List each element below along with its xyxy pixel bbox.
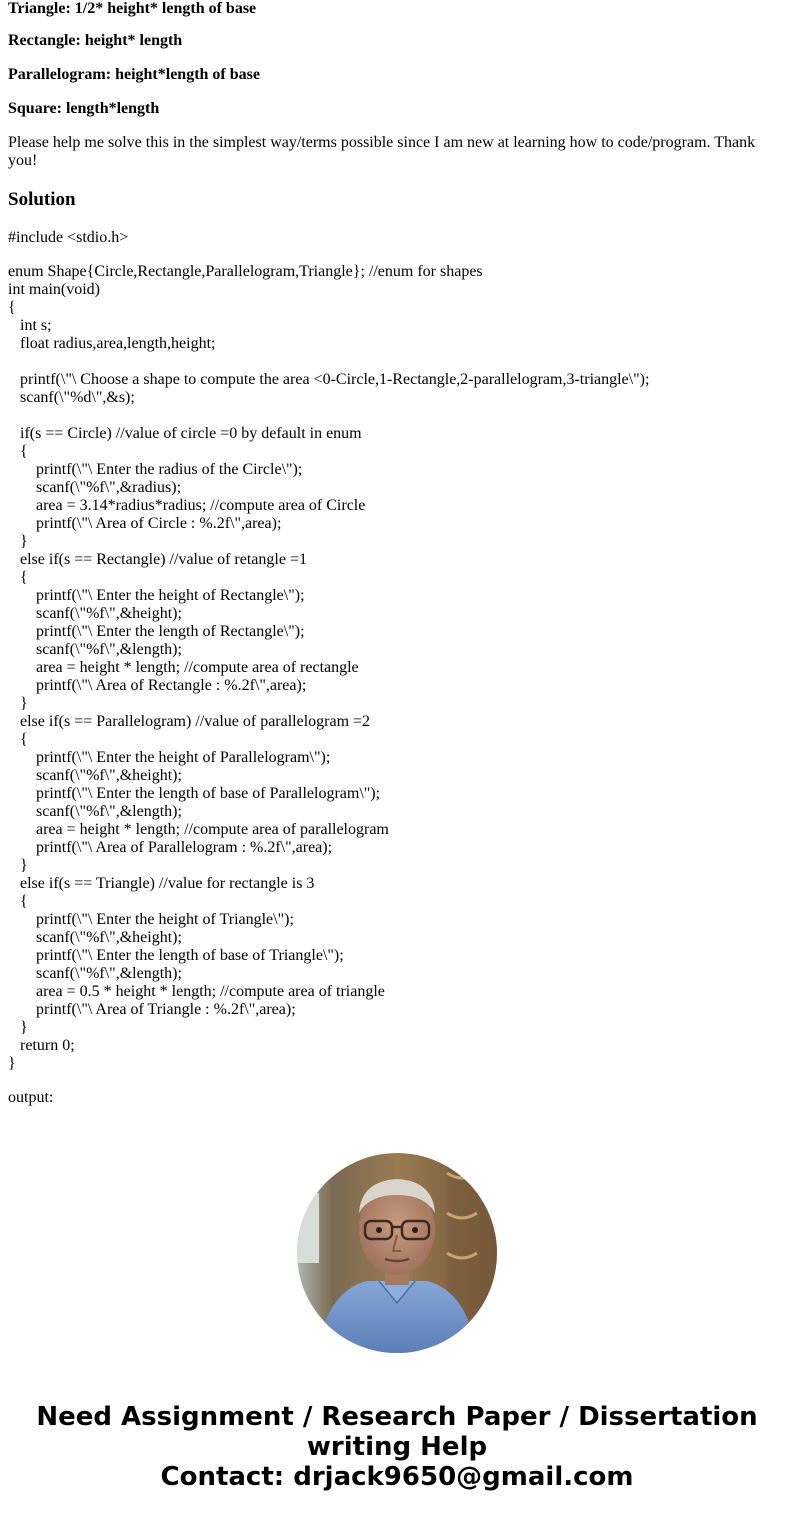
code-line: scanf(\"%f\",&length); [8, 803, 182, 820]
formula-triangle: Triangle: 1/2* height* length of base [8, 0, 257, 17]
code-line: printf(\"\ Area of Rectangle : %.2f\",area); [8, 677, 307, 694]
code-line: float radius,area,length,height; [8, 335, 216, 352]
code-line: printf(\"\ Enter the length of base of Parallelogram\"); [8, 785, 381, 802]
code-line: printf(\"\ Enter the length of Rectangle\"); [8, 623, 305, 640]
question-note: Please help me solve this in the simplest way/terms possible since I am new at learning how to code/program. Thank you! [8, 134, 756, 169]
code-line: scanf(\"%f\",&length); [8, 641, 182, 658]
code-line: printf(\"\ Enter the height of Parallelogram\"); [8, 749, 331, 766]
code-line: } [8, 857, 28, 874]
solution-heading: Solution [8, 189, 76, 210]
code-line: return 0; [8, 1037, 75, 1054]
code-line: area = 3.14*radius*radius; //compute area of Circle [8, 497, 366, 514]
code-line: int s; [8, 317, 52, 334]
code-line: scanf(\"%f\",&radius); [8, 479, 182, 496]
code-line: printf(\"\ Choose a shape to compute the area <0-Circle,1-Rectangle,2-parallelogram,3-triangle\"); [8, 371, 650, 388]
code-line: { [8, 569, 28, 586]
code-line: printf(\"\ Area of Circle : %.2f\",area); [8, 515, 282, 532]
code-line: printf(\"\ Enter the height of Rectangle\"); [8, 587, 305, 604]
code-line: } [8, 1019, 28, 1036]
code-line: } [8, 533, 28, 550]
author-portrait-image [297, 1153, 497, 1353]
code-line: { [8, 443, 28, 460]
code-line: else if(s == Triangle) //value for rectangle is 3 [8, 875, 315, 892]
code-line: scanf(\"%f\",&height); [8, 929, 182, 946]
code-line: enum Shape{Circle,Rectangle,Parallelogram,Triangle}; //enum for shapes [8, 263, 483, 280]
code-line: #include <stdio.h> [8, 229, 129, 246]
promo-banner [0, 1402, 794, 1492]
promo-line-1: Need Assignment / Research Paper / Dissertation [36, 1402, 758, 1432]
author-avatar [297, 1153, 497, 1353]
output-label: output: [8, 1089, 54, 1106]
promo-contact: Contact: drjack9650@gmail.com [160, 1462, 634, 1492]
code-line: scanf(\"%f\",&height); [8, 767, 182, 784]
code-line: area = height * length; //compute area of parallelogram [8, 821, 389, 838]
code-line: { [8, 893, 28, 910]
code-line: { [8, 299, 16, 316]
promo-line-2: writing Help [306, 1432, 488, 1462]
code-line: printf(\"\ Area of Triangle : %.2f\",area); [8, 1001, 296, 1018]
code-line: else if(s == Parallelogram) //value of parallelogram =2 [8, 713, 371, 730]
code-line: } [8, 1055, 16, 1072]
code-line: printf(\"\ Enter the length of base of Triangle\"); [8, 947, 344, 964]
code-line: { [8, 731, 28, 748]
formula-rectangle: Rectangle: height* length [8, 32, 183, 49]
code-line: scanf(\"%f\",&height); [8, 605, 182, 622]
code-line: printf(\"\ Enter the height of Triangle\"); [8, 911, 294, 928]
code-line: printf(\"\ Area of Parallelogram : %.2f\",area); [8, 839, 333, 856]
code-line: if(s == Circle) //value of circle =0 by default in enum [8, 425, 362, 442]
code-line: printf(\"\ Enter the radius of the Circle\"); [8, 461, 303, 478]
code-line: } [8, 695, 28, 712]
formula-square: Square: length*length [8, 100, 160, 117]
code-line: scanf(\"%d\",&s); [8, 389, 135, 406]
code-line: else if(s == Rectangle) //value of retangle =1 [8, 551, 307, 568]
code-line: area = 0.5 * height * length; //compute area of triangle [8, 983, 385, 1000]
code-line: area = height * length; //compute area of rectangle [8, 659, 359, 676]
formula-parallelogram: Parallelogram: height*length of base [8, 66, 260, 83]
code-line: int main(void) [8, 281, 100, 298]
code-line: scanf(\"%f\",&length); [8, 965, 182, 982]
